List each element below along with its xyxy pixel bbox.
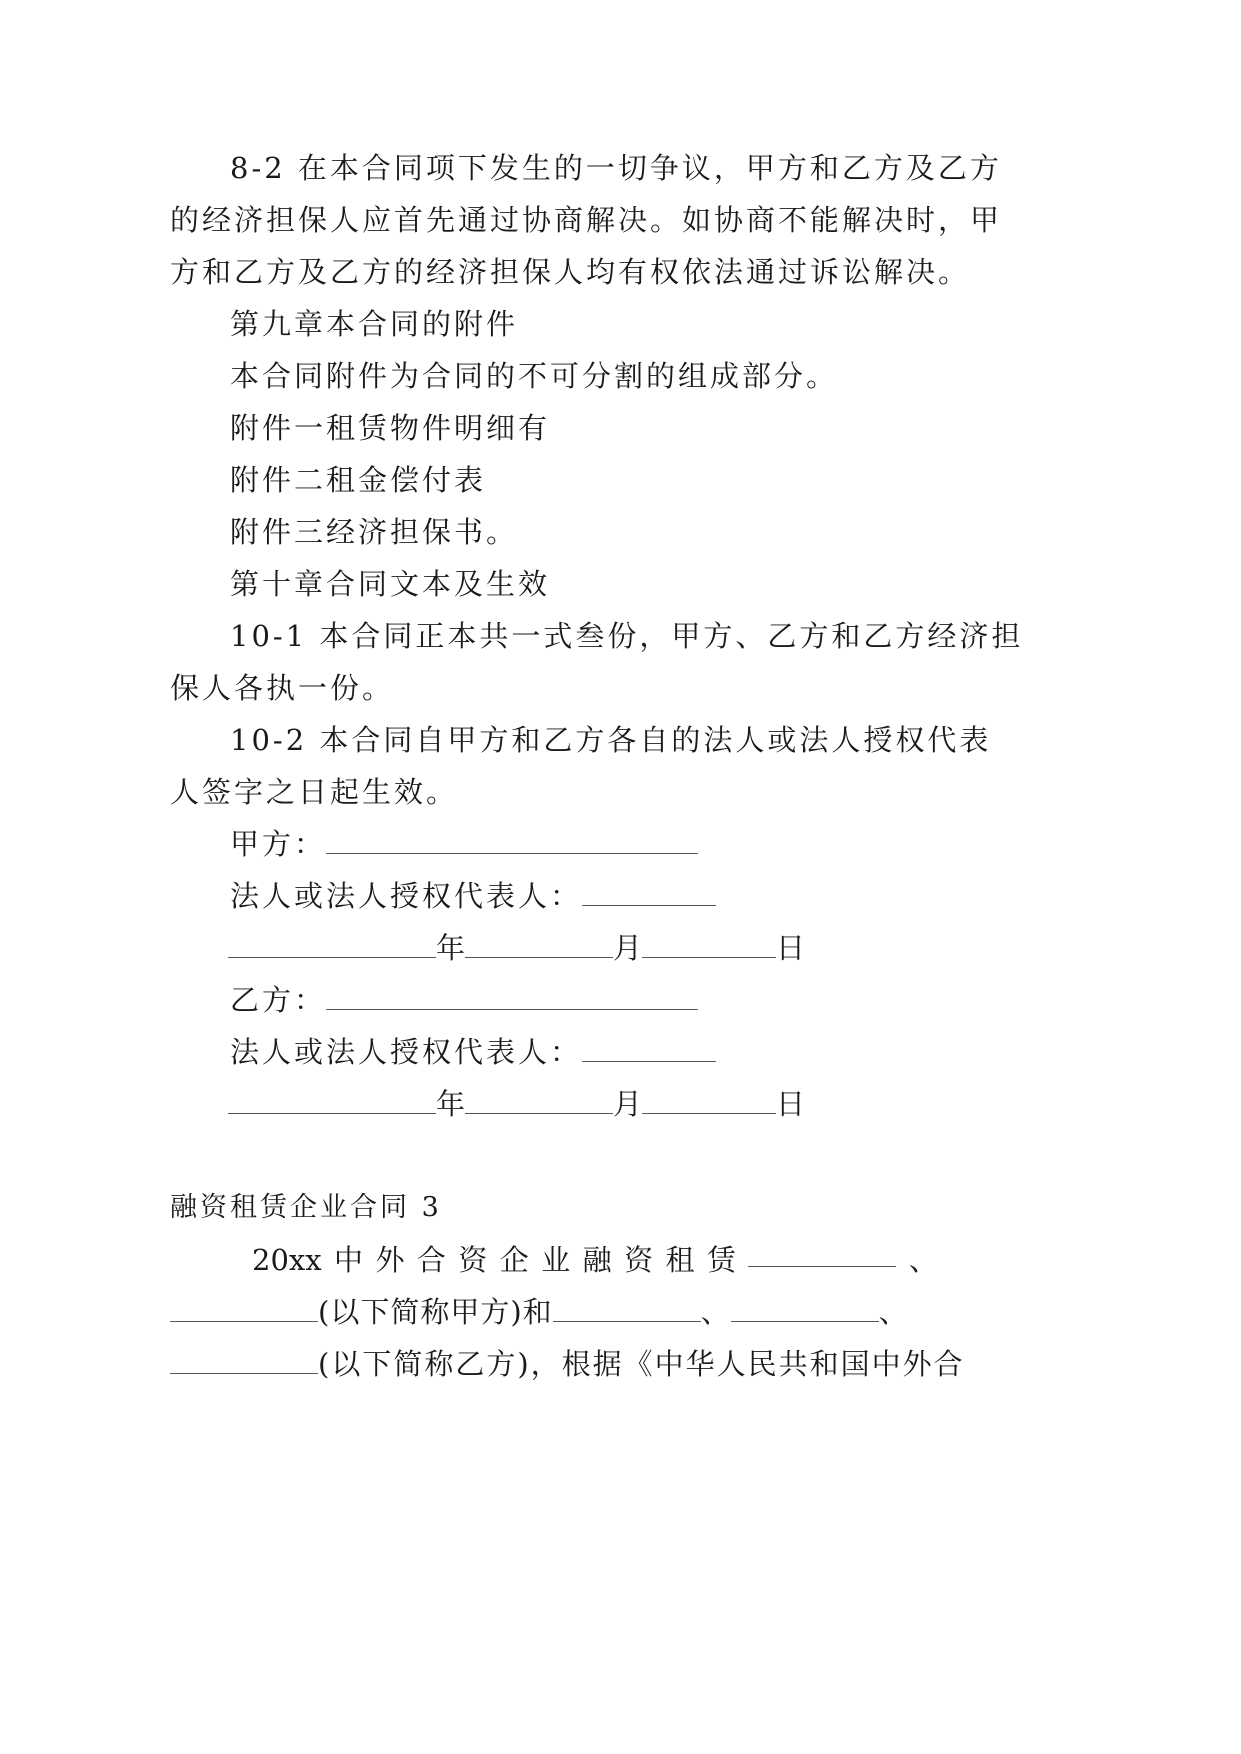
contract-3-blank[interactable] — [748, 1240, 896, 1267]
clause-10-2-line-1: 10-2 本合同自甲方和乙方各自的法人或法人授权代表 — [230, 723, 992, 757]
party-a-day-label: 日 — [776, 931, 806, 965]
party-b-blank[interactable] — [326, 983, 698, 1010]
attachment-item: 附件一租赁物件明细有 — [230, 411, 551, 445]
contract-3-text: (以下简称甲方)和 — [318, 1295, 553, 1329]
party-a-rep-blank[interactable] — [582, 879, 716, 906]
party-b-year-blank[interactable] — [228, 1087, 436, 1114]
party-a-year-label: 年 — [436, 931, 466, 965]
party-a-rep-label: 法人或法人授权代表人： — [230, 879, 583, 913]
party-b-day-blank[interactable] — [642, 1087, 776, 1114]
contract-3-word: 业 — [541, 1243, 571, 1277]
party-b-rep-blank[interactable] — [582, 1035, 716, 1062]
contract-3-line-2 — [170, 1292, 909, 1332]
clause-10-1-line-1: 10-1 本合同正本共一式叁份，甲方、乙方和乙方经济担 — [230, 619, 1024, 653]
clause-8-2-line-3: 方和乙方及乙方的经济担保人均有权依法通过诉讼解决。 — [170, 255, 971, 289]
contract-3-word: 20xx — [252, 1243, 322, 1277]
contract-3-blank[interactable] — [170, 1347, 318, 1374]
contract-3-text: (以下简称乙方)，根据《中华人民共和国中外合 — [318, 1347, 965, 1381]
clause-10-1-line-2: 保人各执一份。 — [170, 671, 395, 705]
contract-3-word: 租 — [665, 1243, 695, 1277]
contract-3-separator: 、 — [700, 1295, 731, 1329]
party-b-month-label: 月 — [613, 1087, 643, 1121]
contract-3-word: 企 — [499, 1243, 529, 1277]
party-b-label: 乙方： — [230, 983, 327, 1017]
contract-3-blank[interactable] — [553, 1295, 701, 1322]
clause-8-2-line-2: 的经济担保人应首先通过协商解决。如协商不能解决时，甲 — [170, 203, 1003, 237]
chapter-9-intro: 本合同附件为合同的不可分割的组成部分。 — [230, 359, 839, 393]
party-b-day-label: 日 — [776, 1087, 806, 1121]
contract-3-word: 融 — [582, 1243, 612, 1277]
party-a-blank[interactable] — [326, 827, 698, 854]
clause-10-2-line-2: 人签字之日起生效。 — [170, 775, 459, 809]
contract-3-blank[interactable] — [170, 1295, 318, 1322]
chapter-10-heading: 第十章合同文本及生效 — [230, 567, 551, 601]
party-a-line — [230, 824, 698, 864]
contract-3-line-1 — [252, 1240, 938, 1280]
attachment-item: 附件三经济担保书。 — [230, 515, 519, 549]
party-a-month-label: 月 — [613, 931, 643, 965]
party-a-rep-line — [230, 876, 716, 916]
contract-3-word: 合 — [416, 1243, 446, 1277]
contract-3-word: 外 — [375, 1243, 405, 1277]
party-a-label: 甲方： — [230, 827, 327, 861]
contract-3-line-3 — [170, 1344, 965, 1384]
contract-3-blank[interactable] — [731, 1295, 879, 1322]
contract-3-word: 资 — [624, 1243, 654, 1277]
party-a-month-blank[interactable] — [465, 931, 613, 958]
contract-3-separator: 、 — [908, 1243, 938, 1277]
party-b-year-label: 年 — [436, 1087, 466, 1121]
party-b-rep-line — [230, 1032, 716, 1072]
party-b-line — [230, 980, 698, 1020]
clause-8-2-line-1: 8-2 在本合同项下发生的一切争议，甲方和乙方及乙方 — [230, 151, 1002, 185]
party-b-date-line — [228, 1084, 805, 1124]
contract-3-word: 中 — [334, 1243, 364, 1277]
contract-3-word: 资 — [458, 1243, 488, 1277]
attachment-item: 附件二租金偿付表 — [230, 463, 487, 497]
contract-3-word: 赁 — [706, 1243, 736, 1277]
party-a-year-blank[interactable] — [228, 931, 436, 958]
chapter-9-heading: 第九章本合同的附件 — [230, 307, 519, 341]
party-a-date-line — [228, 928, 805, 968]
party-b-rep-label: 法人或法人授权代表人： — [230, 1035, 583, 1069]
contract-3-separator: 、 — [878, 1295, 909, 1329]
party-a-day-blank[interactable] — [642, 931, 776, 958]
party-b-month-blank[interactable] — [465, 1087, 613, 1114]
contract-3-title: 融资租赁企业合同 3 — [170, 1192, 442, 1223]
